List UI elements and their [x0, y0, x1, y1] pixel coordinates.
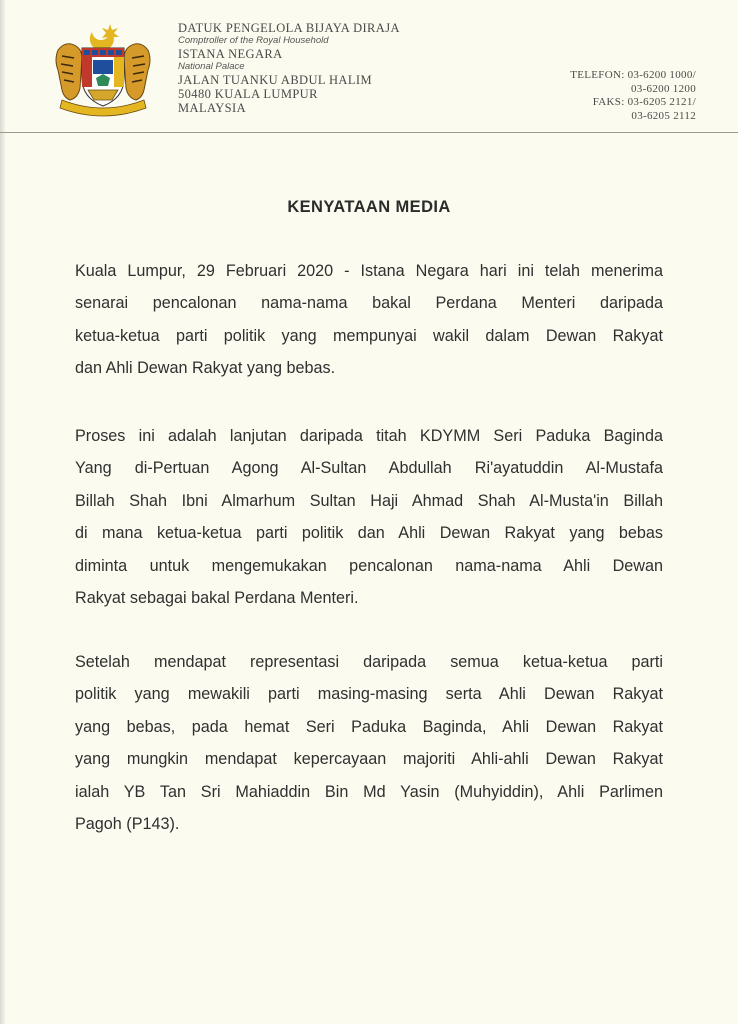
paragraph-line: Yang di-Pertuan Agong Al-Sultan Abdullah Ri'ayatuddin Al-Mustafa: [75, 459, 663, 478]
org-name: DATUK PENGELOLA BIJAYA DIRAJA: [178, 21, 400, 35]
page-edge-shadow: [0, 0, 6, 1024]
faks-line-2: 03-6205 2112: [631, 109, 696, 122]
paragraph-line: Rakyat sebagai bakal Perdana Menteri.: [75, 589, 359, 608]
paragraph-line: ialah YB Tan Sri Mahiaddin Bin Md Yasin (Muhyiddin), Ahli Parlimen: [75, 782, 663, 801]
postcode-city: 50480 KUALA LUMPUR: [178, 87, 318, 101]
paragraph-line: ketua-ketua parti politik yang mempunyai wakil dalam Dewan Rakyat: [75, 326, 663, 345]
malaysia-coat-of-arms-icon: [48, 20, 158, 120]
paragraph-line: Kuala Lumpur, 29 Februari 2020 - Istana Negara hari ini telah menerima: [75, 262, 663, 280]
paragraph-line: di mana ketua-ketua parti politik dan Ahli Dewan Rakyat yang bebas: [75, 524, 663, 543]
document-title: KENYATAAN MEDIA: [287, 198, 451, 216]
faks-line-1: FAKS: 03-6205 2121/: [592, 96, 696, 108]
paragraph-line: diminta untuk mengemukakan pencalonan nama-nama Ahli Dewan: [75, 556, 663, 575]
paragraph-line: yang mungkin mendapat kepercayaan majoriti Ahli-ahli Dewan Rakyat: [75, 750, 663, 769]
paragraph-line: politik yang mewakili parti masing-masing serta Ahli Dewan Rakyat: [75, 685, 663, 704]
paragraph-line: Proses ini adalah lanjutan daripada titah KDYMM Seri Paduka Baginda: [75, 427, 663, 445]
paragraph-1: [75, 255, 663, 385]
paragraph-3: [75, 646, 663, 840]
telefon-line-1: TELEFON: 03-6200 1000/: [570, 69, 696, 81]
telefon-line-2: 03-6200 1200: [630, 82, 696, 95]
palace-name: ISTANA NEGARA: [178, 47, 283, 61]
header-divider: [0, 132, 738, 133]
letterhead-contact: [570, 69, 696, 123]
letterhead-address: [178, 21, 400, 115]
org-name-english: Comptroller of the Royal Household: [178, 35, 329, 46]
street-address: JALAN TUANKU ABDUL HALIM: [178, 73, 372, 87]
country: MALAYSIA: [178, 101, 247, 115]
palace-name-english: National Palace: [178, 61, 245, 72]
paragraph-2: [75, 420, 663, 614]
paragraph-line: senarai pencalonan nama-nama bakal Perdana Menteri daripada: [75, 294, 663, 313]
paragraph-line: Billah Shah Ibni Almarhum Sultan Haji Ahmad Shah Al-Musta'in Billah: [75, 491, 663, 510]
paragraph-line: yang bebas, pada hemat Seri Paduka Baginda, Ahli Dewan Rakyat: [75, 717, 663, 736]
paragraph-line: Setelah mendapat representasi daripada semua ketua-ketua parti: [75, 653, 663, 671]
letterhead: [0, 0, 738, 134]
paragraph-line: Pagoh (P143).: [75, 815, 180, 834]
paragraph-line: dan Ahli Dewan Rakyat yang bebas.: [75, 359, 336, 378]
